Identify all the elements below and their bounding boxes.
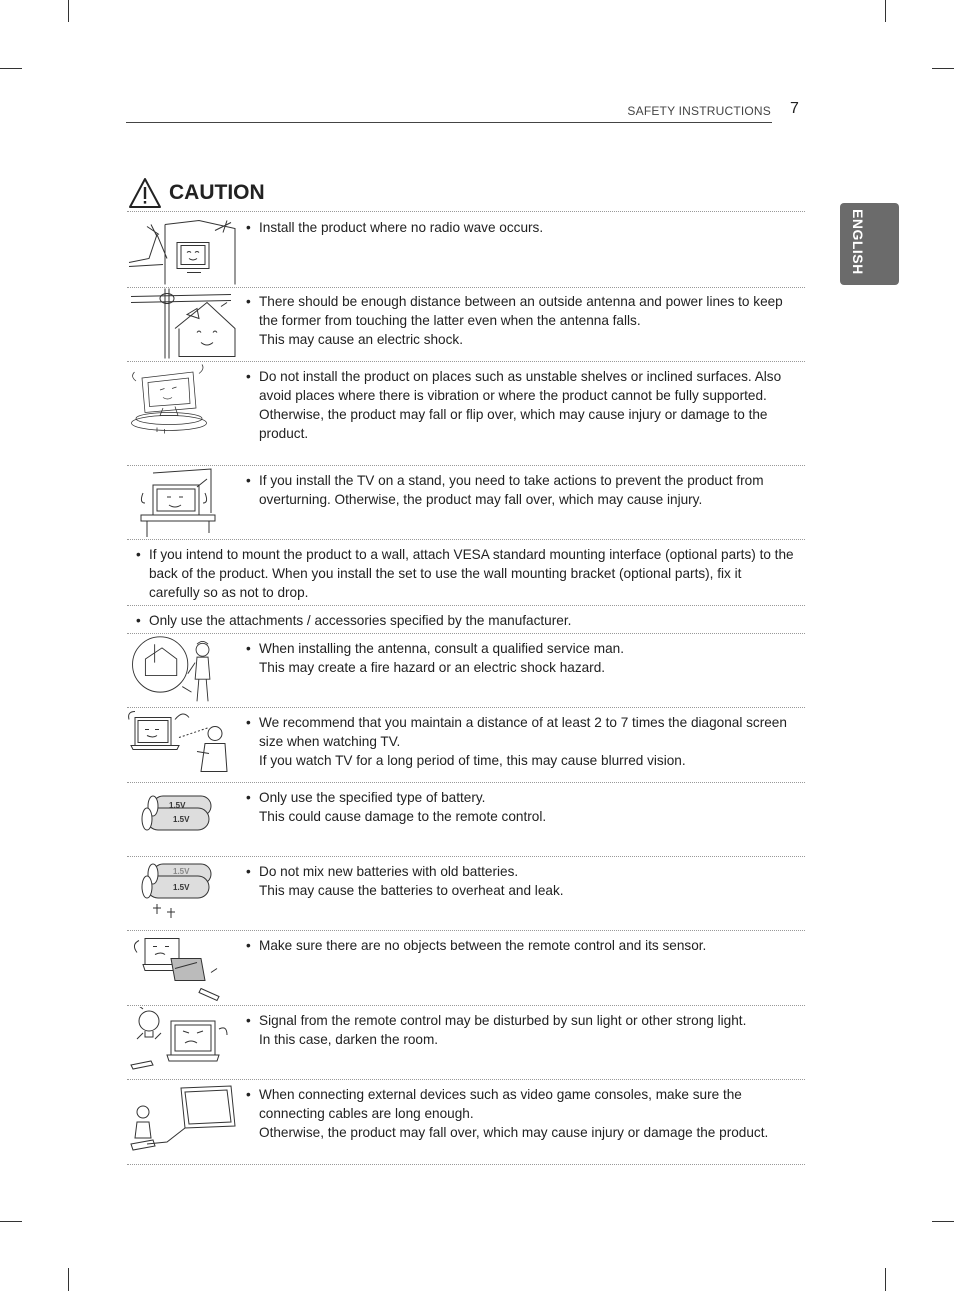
caution-line: Signal from the remote control may be disturbed by sun light or other strong light. [259,1013,747,1028]
caution-item [127,930,805,1006]
battery-label: 1.5V [173,883,190,892]
caution-line: If you watch TV for a long period of time, this may cause blurred vision. [259,753,686,768]
bullet: • [246,1013,251,1028]
caution-item [127,286,805,362]
caution-line: This may cause the batteries to overheat and leak. [259,883,564,898]
battery-label: 1.5V [169,801,186,810]
caution-item [127,1005,805,1080]
bullet: • [246,220,251,235]
caution-line: This may cause an electric shock. [259,332,463,347]
remote-obstacle-illustration [127,932,239,1002]
bullet: • [246,938,251,953]
crop-mark [885,1268,886,1291]
caution-line: This could cause damage to the remote control. [259,809,547,824]
caution-line: Do not install the product on places such as unstable shelves or inclined surfaces. Also avoid places where there is vibration or where the product cannot be fully supported. [259,369,782,403]
caution-item [127,539,805,606]
bullet: • [246,369,251,384]
crop-mark [68,0,69,22]
caution-item [127,856,805,931]
caution-line: When installing the antenna, consult a qualified service man. [259,641,624,656]
game-console-cable-illustration [127,1081,239,1151]
bullet: • [246,1087,251,1102]
caution-item [127,782,805,857]
battery-label: 1.5V [173,815,190,824]
running-header: SAFETY INSTRUCTIONS [627,104,771,118]
caution-item [127,707,805,783]
caution-line: When connecting external devices such as video game consoles, make sure the connecting cables are long enough. [259,1087,742,1121]
crop-mark [68,1268,69,1291]
warning-triangle-icon [128,177,162,209]
bullet: • [246,790,251,805]
caution-item [127,633,805,708]
caution-item-text [136,545,794,602]
crop-mark [885,0,886,22]
caution-line: Install the product where no radio wave occurs. [259,220,544,235]
caution-line: Only use the specified type of battery. [259,790,486,805]
caution-item-text [246,218,794,237]
bullet: • [246,715,251,730]
bullet: • [246,641,251,656]
caution-line: If you intend to mount the product to a wall, attach VESA standard mounting interface (optional parts) to the back of the product. When you install the set to use the wall mounting bracket (optional parts), fix it carefully so as not to drop. [149,547,794,600]
viewer-distance-illustration [127,709,239,779]
caution-item [127,211,805,288]
caution-line: Otherwise, the product may fall or flip over, which may cause injury or damage to the product. [259,407,768,441]
battery-label: 1.5V [173,867,190,876]
caution-line: Make sure there are no objects between the remote control and its sensor. [259,938,707,953]
caution-item-text [246,936,794,955]
caution-line: Otherwise, the product may fall over, which may cause injury or damage the product. [259,1125,769,1140]
batteries-illustration [127,784,239,854]
bullet: • [246,473,251,488]
caution-line: If you install the TV on a stand, you need to take actions to prevent the product from overturning. Otherwise, the product may fall over, which may cause injury. [259,473,764,507]
caution-item-text [136,611,794,630]
language-tab-label: ENGLISH [850,209,866,275]
caution-item [127,465,805,540]
crop-mark [0,1221,22,1222]
caution-item-text [246,1085,794,1142]
crop-mark [932,68,954,69]
caution-line: Do not mix new batteries with old batteries. [259,864,519,879]
bullet: • [136,547,141,562]
caution-line: We recommend that you maintain a distance of at least 2 to 7 times the diagonal screen size when watching TV. [259,715,787,749]
crop-mark [932,1221,954,1222]
page-number: 7 [790,100,799,117]
caution-item [127,605,805,634]
service-man-illustration [127,635,239,705]
bullet: • [136,613,141,628]
tv-on-stand-illustration [127,467,239,537]
tv-wobbling-illustration [127,363,239,433]
caution-item-text [246,862,794,900]
caution-line: Only use the attachments / accessories specified by the manufacturer. [149,613,572,628]
caution-item-text [246,713,794,770]
bullet: • [246,294,251,309]
caution-item-text [246,471,794,509]
caution-item-text [246,788,794,826]
pole-and-house-illustration [127,288,239,358]
caution-line: There should be enough distance between an outside antenna and power lines to keep the former from touching the latter even when the antenna falls. [259,294,783,328]
caution-heading [128,176,265,210]
light-bulb-tv-illustration [127,1007,239,1077]
caution-item [127,1079,805,1165]
caution-item-text [246,1011,794,1049]
batteries-old-illustration [127,858,239,928]
caution-line: In this case, darken the room. [259,1032,439,1047]
caution-line: This may create a fire hazard or an electric shock hazard. [259,660,606,675]
bullet: • [246,864,251,879]
caution-item-text [246,292,794,349]
language-tab [840,203,899,285]
caution-item-text [246,367,794,443]
caution-item-text [246,639,794,677]
header-rule [126,122,772,123]
crop-mark [0,68,22,69]
caution-title: CAUTION [169,181,265,204]
tv-in-house-antenna-illustration [127,214,239,284]
caution-item [127,361,805,466]
